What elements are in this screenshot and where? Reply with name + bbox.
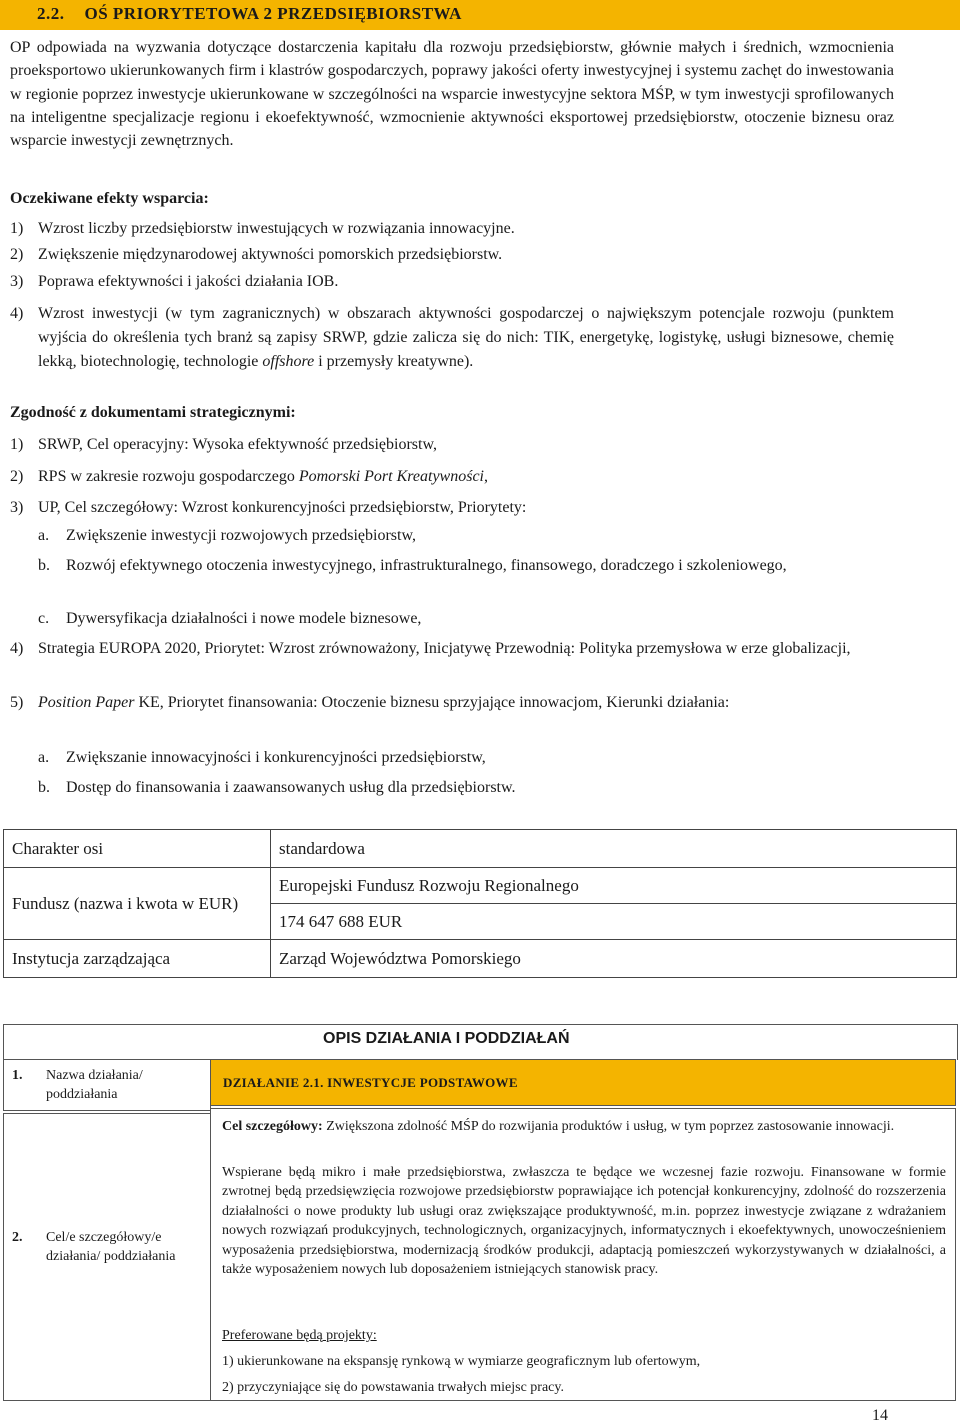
compliance-item-text-a: RPS w zakresie rozwoju gospodarczego bbox=[38, 468, 299, 485]
opis-row1-number: 1. bbox=[12, 1068, 23, 1083]
compliance-subitem-letter: a. bbox=[38, 749, 50, 766]
preferred-item-text: przyczyniające się do powstawania trwałych miejsc pracy. bbox=[237, 1380, 564, 1395]
fund-label: Fundusz (nazwa i kwota w EUR) bbox=[4, 868, 271, 940]
opis-row2-number: 2. bbox=[12, 1230, 23, 1245]
preferred-item-text: ukierunkowane na ekspansję rynkową w wymiarze geograficznym lub ofertowym, bbox=[237, 1354, 701, 1369]
table-row bbox=[4, 940, 957, 978]
effects-heading: Oczekiwane efekty wsparcia: bbox=[10, 190, 209, 207]
effects-item-text-a: Wzrost inwestycji (w tym zagranicznych) w obszarach aktywności gospodarczej o największym potencjale rozwoju (punktem wyjścia do określenia tych branż są zapisy SRWP, gdzie zalicza się do nich: TIK, energetykę, logistykę, usługi biznesowe, chemię lekką, biotechnologię, technologie bbox=[38, 305, 894, 371]
compliance-item-text bbox=[38, 465, 894, 489]
compliance-subitem-text: Rozwój efektywnego otoczenia inwestycyjnego, infrastrukturalnego, finansowego, doradczego i szkoleniowego, bbox=[66, 557, 787, 574]
axis-info-table bbox=[3, 829, 957, 978]
effects-item-number: 4) bbox=[10, 305, 24, 322]
managing-authority-value: Zarząd Województwa Pomorskiego bbox=[271, 940, 957, 978]
table-row bbox=[4, 830, 957, 868]
effects-item-number: 2) bbox=[10, 246, 24, 263]
opis-title: OPIS DZIAŁANIA I PODDZIAŁAŃ bbox=[323, 1030, 570, 1047]
page-number: 14 bbox=[872, 1407, 888, 1424]
opis-row1-label: Nazwa działania/ poddziałania bbox=[46, 1068, 143, 1102]
effects-item-text: Zwiększenie międzynarodowej aktywności pomorskich przedsiębiorstw. bbox=[38, 246, 503, 263]
compliance-item-number: 1) bbox=[10, 436, 24, 453]
compliance-subitem-letter: c. bbox=[38, 610, 50, 627]
compliance-item-number: 4) bbox=[10, 640, 24, 657]
compliance-item-text: Strategia EUROPA 2020, Priorytet: Wzrost zrównoważony, Inicjatywę Przewodnią: Polityka przemysłowa w erze globalizacji, bbox=[38, 640, 851, 657]
compliance-subitem-text: Zwiększanie innowacyjności i konkurencyjności przedsiębiorstw, bbox=[66, 749, 486, 766]
fund-amount-value: 174 647 688 EUR bbox=[271, 904, 957, 940]
fund-name-value: Europejski Fundusz Rozwoju Regionalnego bbox=[271, 868, 957, 904]
compliance-item-text-italic: Position Paper bbox=[38, 694, 135, 711]
preferred-item-2 bbox=[222, 1378, 946, 1397]
preferred-item-1 bbox=[222, 1352, 946, 1371]
effects-item-text: Wzrost liczby przedsiębiorstw inwestujących w rozwiązania innowacyjne. bbox=[38, 220, 515, 237]
action-name: DZIAŁANIE 2.1. INWESTYCJE PODSTAWOWE bbox=[223, 1075, 518, 1090]
preferred-item-number: 1) bbox=[222, 1354, 234, 1369]
section-number: 2.2. bbox=[37, 4, 65, 23]
compliance-item-text: SRWP, Cel operacyjny: Wysoka efektywność przedsiębiorstw, bbox=[38, 436, 437, 453]
compliance-item-number: 2) bbox=[10, 468, 24, 485]
axis-character-label: Charakter osi bbox=[4, 830, 271, 868]
action-name-cell bbox=[210, 1059, 956, 1106]
compliance-subitem-text: Dywersyfikacja działalności i nowe modele biznesowe, bbox=[66, 610, 422, 627]
intro-paragraph: OP odpowiada na wyzwania dotyczące dostarczenia kapitału dla rozwoju przedsiębiorstw, głównie małych i średnich, wzmocnienia proeksportowo ukierunkowanych firm i klastrów gospodarczych, poprawy jakości oferty inwestycyjnej i systemu zachęt do inwestowania w regionie poprzez inwestycje ukierunkowane w szczególności na wsparcie inwestycyjne sektora MŚP, w tym inwestycji sprofilowanych na inteligentne specjalizacje regionu i ekoefektywność, wzmocnienie aktywności eksportowej przedsiębiorstw, otoczenie biznesu oraz wsparcie inwestycji zewnętrznych. bbox=[10, 39, 894, 150]
effects-item-number: 1) bbox=[10, 220, 24, 237]
specific-goal-text: Zwiększona zdolność MŚP do rozwijania produktów i usług, w tym poprzez zastosowanie innowacji. bbox=[322, 1119, 895, 1134]
opis-row2-label: Cel/e szczegółowy/e działania/ poddziałania bbox=[46, 1230, 176, 1264]
compliance-subitem-letter: b. bbox=[38, 557, 50, 574]
compliance-item-text-b: , bbox=[484, 468, 488, 485]
compliance-item-text-b: KE, Priorytet finansowania: Otoczenie biznesu sprzyjające innowacjom, Kierunki działania: bbox=[134, 694, 730, 711]
preferred-projects-heading: Preferowane będą projekty: bbox=[222, 1328, 377, 1343]
effects-item-text-italic: offshore bbox=[262, 353, 315, 371]
compliance-item-text: UP, Cel szczegółowy: Wzrost konkurencyjności przedsiębiorstw, Priorytety: bbox=[38, 499, 527, 516]
compliance-item-number: 5) bbox=[10, 694, 24, 711]
compliance-heading: Zgodność z dokumentami strategicznymi: bbox=[10, 404, 296, 421]
specific-goal-label: Cel szczegółowy: bbox=[222, 1119, 323, 1134]
effects-item-text bbox=[38, 302, 894, 375]
specific-goal bbox=[222, 1117, 946, 1136]
compliance-item-text-italic: Pomorski Port Kreatywności bbox=[298, 468, 484, 485]
compliance-item-text bbox=[38, 691, 894, 715]
compliance-item-number: 3) bbox=[10, 499, 24, 516]
preferred-item-number: 2) bbox=[222, 1380, 234, 1395]
effects-item-text: Poprawa efektywności i jakości działania IOB. bbox=[38, 273, 339, 290]
support-paragraph: Wspierane będą mikro i małe przedsiębiorstwa, zwłaszcza te będące we wczesnej fazie rozwoju. Finansowane w formie zwrotnej będą przedsięwzięcia rozwojowe przedsiębiorstw poprawiające ich potencjał konkurencyjny, zdolność do rozszerzenia działalności o nowe produkty lub usługi oraz zwiększające produktywność, m.in. poprzez inwestycje związane z wdrażaniem nowych rozwiązań produkcyjnych, technologicznych, organizacyjnych, informatycznych i ekoefektywnych, unowocześnieniem wyposażenia przedsiębiorstwa, modernizacją środków produkcji, adaptacją pomieszczeń wykorzystywanych w działalności, a także wyposażeniem nowych lub doposażeniem istniejących stanowisk pracy. bbox=[222, 1165, 946, 1278]
compliance-subitem-letter: a. bbox=[38, 527, 50, 544]
compliance-subitem-letter: b. bbox=[38, 779, 50, 796]
effects-item-text-b: i przemysły kreatywne). bbox=[314, 353, 474, 371]
axis-character-value: standardowa bbox=[271, 830, 957, 868]
section-heading bbox=[37, 4, 462, 24]
effects-item-number: 3) bbox=[10, 273, 24, 290]
managing-authority-label: Instytucja zarządzająca bbox=[4, 940, 271, 978]
section-title: OŚ PRIORYTETOWA 2 PRZEDSIĘBIORSTWA bbox=[84, 4, 462, 23]
compliance-subitem-text: Dostęp do finansowania i zaawansowanych usług dla przedsiębiorstw. bbox=[66, 779, 516, 796]
table-row bbox=[4, 868, 957, 904]
compliance-subitem-text: Zwiększenie inwestycji rozwojowych przedsiębiorstw, bbox=[66, 527, 416, 544]
